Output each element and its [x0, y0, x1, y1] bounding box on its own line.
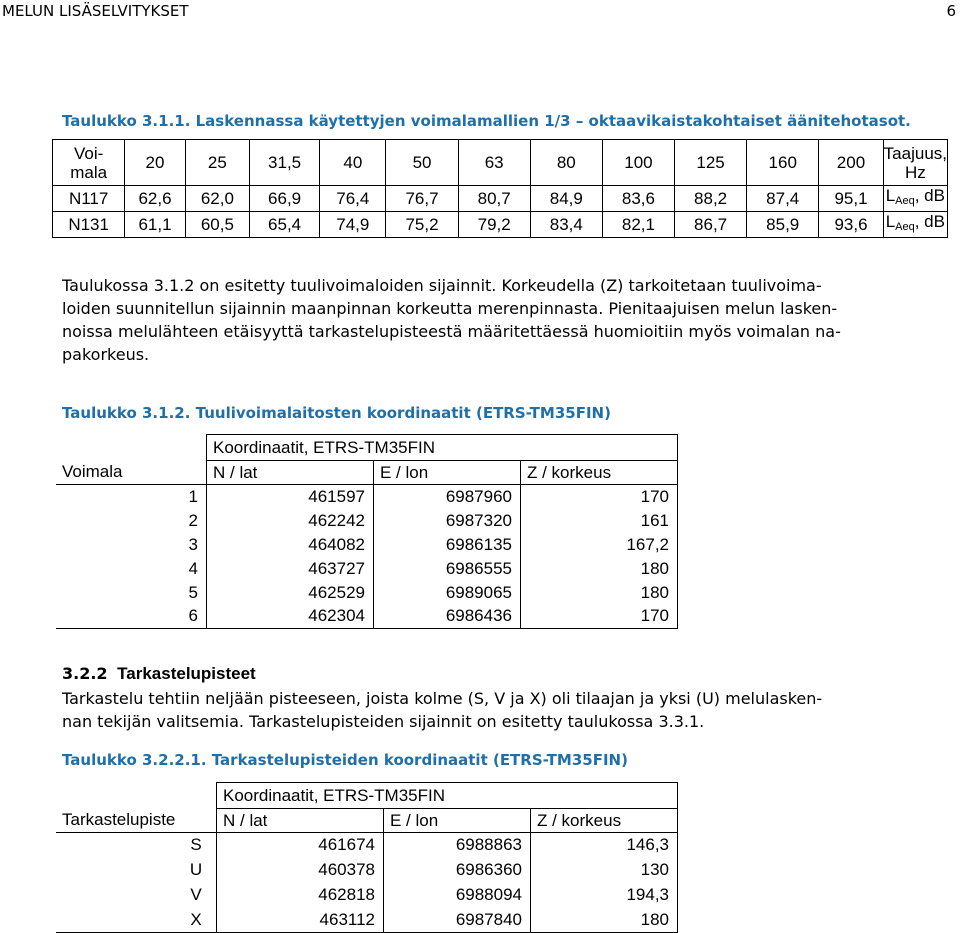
table-row — [56, 858, 678, 883]
col-header: E / lon — [374, 461, 521, 485]
cell: 180 — [640, 558, 669, 578]
value-cell: 60,5 — [185, 212, 249, 238]
freq-header: 160 — [747, 140, 819, 186]
cell: 6986555 — [374, 557, 521, 581]
cell: 3 — [56, 533, 207, 557]
value-cell: 84,9 — [530, 186, 602, 212]
col-header: N / lat — [217, 809, 384, 833]
unit-sub: Aeq — [895, 195, 915, 207]
value-cell: 62,6 — [125, 186, 185, 212]
paragraph-line: Taulukossa 3.1.2 on esitetty tuulivoimaloiden sijainnit. Korkeudella (Z) tarkoitetaan tuulivoima- — [62, 276, 822, 295]
cell: 6988094 — [384, 883, 531, 908]
model-cell: N131 — [53, 212, 125, 238]
value-cell: 82,1 — [602, 212, 674, 238]
value-cell: 95,1 — [819, 186, 883, 212]
cell: 462304 — [207, 605, 374, 629]
unit-rest: , dB — [914, 186, 945, 205]
paragraph-line: nan tekijän valitsemia. Tarkastelupisteiden sijainnit on esitetty taulukossa 3.3.1. — [62, 712, 705, 731]
freq-header: 125 — [675, 140, 747, 186]
cell: X — [56, 908, 217, 933]
cell: 460378 — [217, 858, 384, 883]
cell: 6 — [56, 605, 207, 629]
unit-top: Taajuus, — [883, 143, 947, 163]
unit-rest: , dB — [914, 212, 945, 231]
unit-bottom: Hz — [904, 162, 926, 182]
table-row — [56, 485, 678, 509]
corner-bottom: mala — [70, 162, 108, 182]
cell: 461674 — [217, 833, 384, 858]
cell: 180 — [640, 582, 669, 602]
unit-main: L — [885, 212, 896, 231]
section-title: Tarkastelupisteet — [117, 664, 256, 683]
cell: 464082 — [207, 533, 374, 557]
col-header: Z / korkeus — [527, 462, 612, 482]
col-header: N / lat — [207, 461, 374, 485]
sound-power-table — [52, 139, 948, 238]
value-cell: 86,7 — [675, 212, 747, 238]
freq-header: 20 — [125, 140, 185, 186]
table-row — [56, 509, 678, 533]
cell: 130 — [640, 860, 669, 879]
table-row — [56, 557, 678, 581]
corner-cell — [53, 140, 125, 186]
cell: 180 — [640, 909, 669, 929]
freq-header: 50 — [386, 140, 458, 186]
value-cell: 62,0 — [185, 186, 249, 212]
value-cell: 61,1 — [125, 212, 185, 238]
value-cell: 75,2 — [386, 212, 458, 238]
cell: 6989065 — [374, 581, 521, 605]
value-cell: 85,9 — [747, 212, 819, 238]
paragraph-line: Tarkastelu tehtiin neljään pisteeseen, joista kolme (S, V ja X) oli tilaajan ja yksi (U) melulasken- — [62, 689, 823, 708]
observation-points-table — [56, 782, 678, 933]
freq-header: 100 — [602, 140, 674, 186]
cell: 1 — [56, 485, 207, 509]
section-heading — [62, 664, 256, 684]
cell: 6986360 — [384, 858, 531, 883]
value-cell: 79,2 — [458, 212, 530, 238]
table-row — [56, 833, 678, 858]
body-paragraph — [62, 274, 942, 366]
cell: 167,2 — [626, 534, 669, 554]
table-row — [56, 908, 678, 933]
paragraph-line: noissa melulähteen etäisyyttä tarkastelupisteestä määritettäessä huomioitiin myös voimalan na- — [62, 322, 841, 341]
cell: 161 — [640, 510, 669, 530]
group-header: Koordinaatit, ETRS-TM35FIN — [207, 435, 678, 461]
value-cell: 87,4 — [747, 186, 819, 212]
cell: 463112 — [217, 908, 384, 933]
value-cell: 74,9 — [320, 212, 386, 238]
col-header: E / lon — [384, 809, 531, 833]
cell: S — [56, 833, 217, 858]
cell: 194,3 — [626, 885, 669, 904]
col-header: Tarkastelupiste — [56, 809, 217, 833]
cell: 2 — [56, 509, 207, 533]
table3-caption: Taulukko 3.2.2.1. Tarkastelupisteiden koordinaatit (ETRS-TM35FIN) — [62, 751, 628, 769]
cell: 6986135 — [374, 533, 521, 557]
value-cell: 65,4 — [250, 212, 320, 238]
running-header: MELUN LISÄSELVITYKSET — [2, 2, 189, 20]
cell: 170 — [640, 606, 669, 626]
paragraph-line: pakorkeus. — [62, 345, 150, 364]
value-cell: 80,7 — [458, 186, 530, 212]
cell: 461597 — [207, 485, 374, 509]
group-header: Koordinaatit, ETRS-TM35FIN — [217, 783, 678, 809]
unit-header — [883, 140, 947, 186]
cell: 462242 — [207, 509, 374, 533]
cell: 6986436 — [374, 605, 521, 629]
table1-caption: Taulukko 3.1.1. Laskennassa käytettyjen voimalamallien 1/3 – oktaavikaistakohtaiset äänitehotasot. — [62, 112, 911, 130]
freq-header: 25 — [185, 140, 249, 186]
table-row — [53, 212, 948, 238]
table-row — [53, 186, 948, 212]
cell: 170 — [640, 486, 669, 506]
table-row — [56, 605, 678, 629]
cell: 6988863 — [384, 833, 531, 858]
value-cell: 76,4 — [320, 186, 386, 212]
model-cell: N117 — [53, 186, 125, 212]
value-cell: 83,4 — [530, 212, 602, 238]
cell: 6987320 — [374, 509, 521, 533]
corner-top: Voi- — [74, 143, 104, 163]
unit-main: L — [885, 186, 896, 205]
cell: 462818 — [217, 883, 384, 908]
unit-sub: Aeq — [895, 221, 915, 233]
cell: 463727 — [207, 557, 374, 581]
freq-header: 200 — [819, 140, 883, 186]
section-number: 3.2.2 — [62, 664, 108, 683]
value-cell: 66,9 — [250, 186, 320, 212]
cell: 462529 — [207, 581, 374, 605]
table2-caption: Taulukko 3.1.2. Tuulivoimalaitosten koordinaatit (ETRS-TM35FIN) — [62, 404, 611, 422]
cell: 6987960 — [374, 485, 521, 509]
section-paragraph — [62, 687, 952, 733]
table-row — [56, 581, 678, 605]
cell: 5 — [56, 581, 207, 605]
col-header: Voimala — [56, 461, 207, 485]
cell: 146,3 — [626, 835, 669, 855]
paragraph-line: loiden suunnitellun sijainnin maanpinnan korkeutta merenpinnasta. Pienitaajuisen melun lasken- — [62, 299, 838, 318]
value-cell: 83,6 — [602, 186, 674, 212]
freq-header: 80 — [530, 140, 602, 186]
value-cell: 93,6 — [819, 212, 883, 238]
value-cell: 88,2 — [675, 186, 747, 212]
cell: V — [56, 883, 217, 908]
unit-cell — [883, 186, 947, 212]
cell: 6987840 — [384, 908, 531, 933]
page-number: 6 — [946, 2, 956, 20]
freq-header: 31,5 — [250, 140, 320, 186]
value-cell: 76,7 — [386, 186, 458, 212]
freq-header: 63 — [458, 140, 530, 186]
table-row — [56, 883, 678, 908]
freq-header: 40 — [320, 140, 386, 186]
col-header: Z / korkeus — [537, 810, 622, 830]
table-row — [56, 533, 678, 557]
unit-cell — [883, 212, 947, 238]
cell: U — [56, 858, 217, 883]
turbine-coordinates-table — [56, 434, 678, 629]
cell: 4 — [56, 557, 207, 581]
